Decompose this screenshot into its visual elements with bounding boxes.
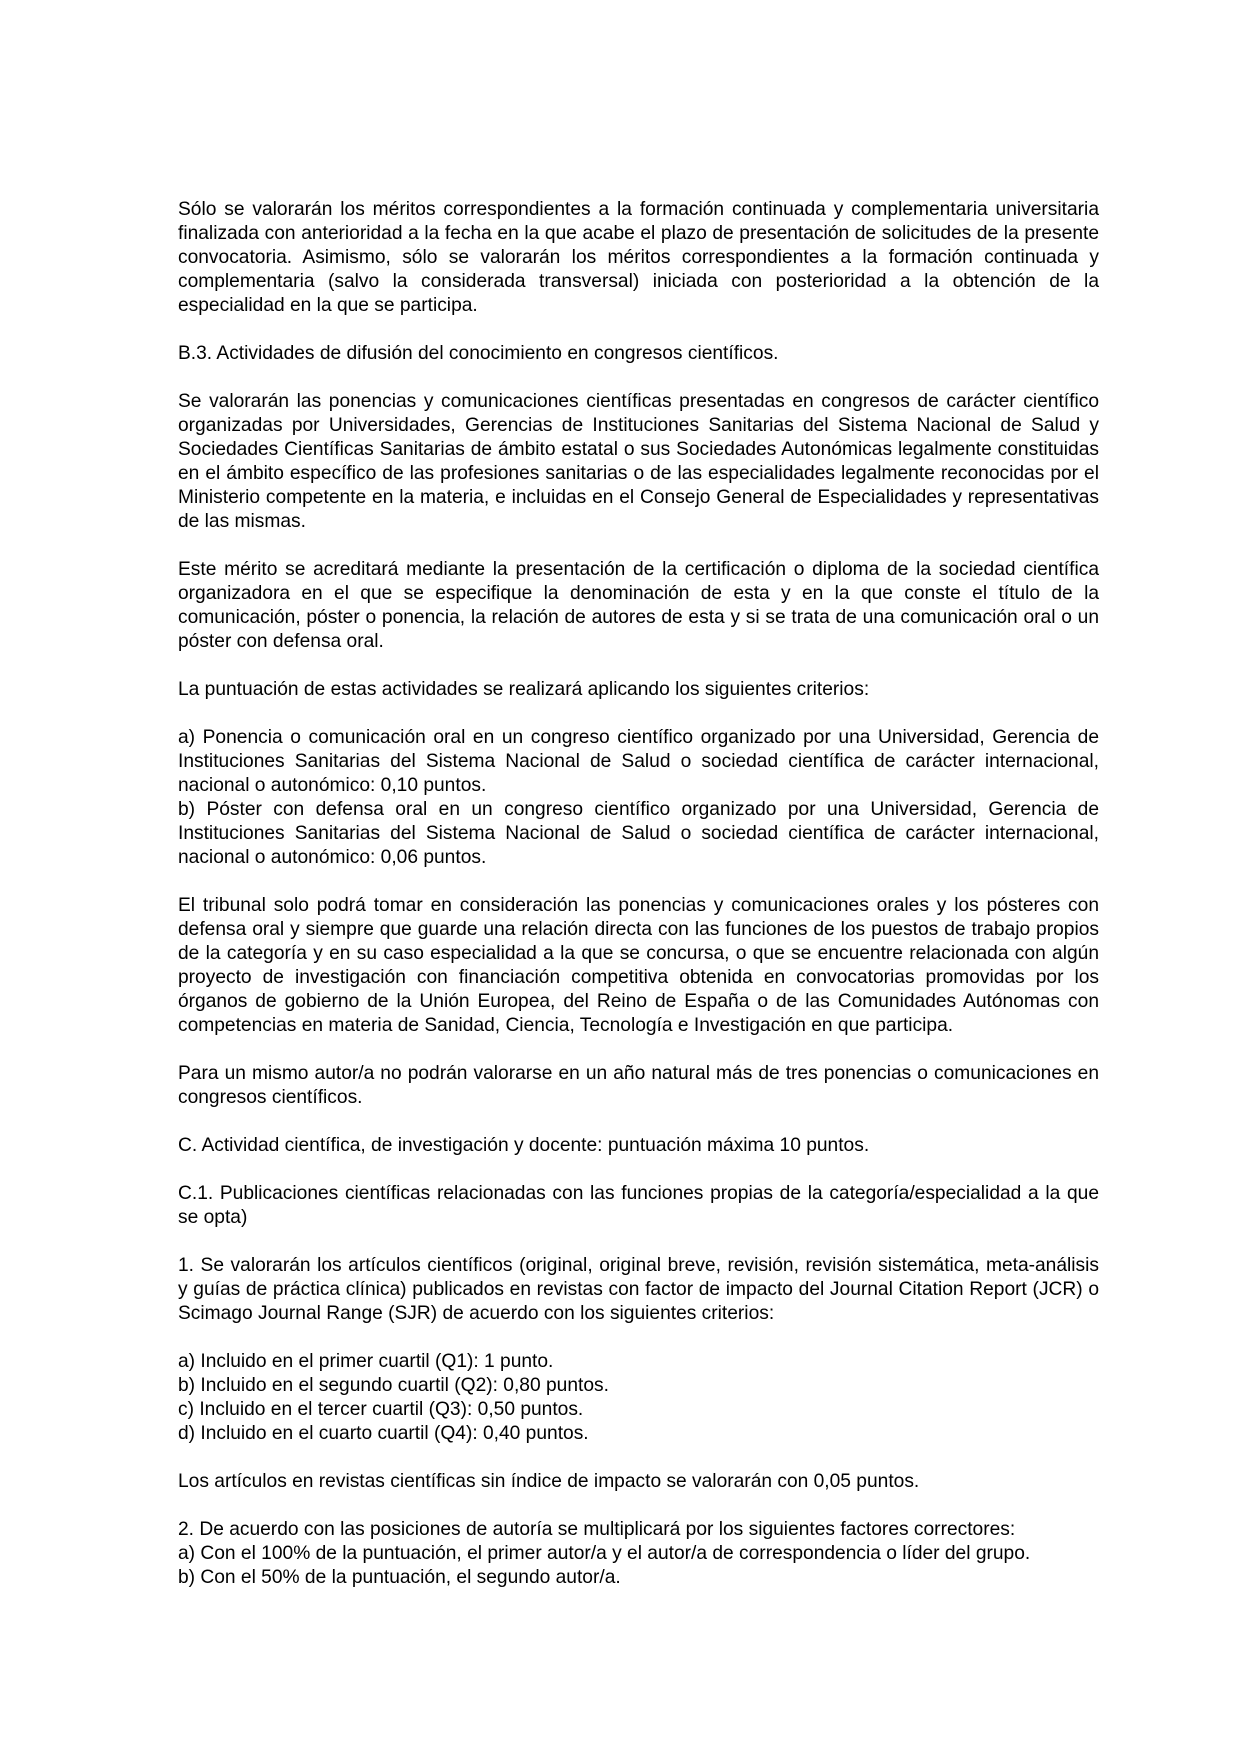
- paragraph-autoria: 2. De acuerdo con las posiciones de autoría se multiplicará por los siguientes factores correctores:: [178, 1519, 1016, 1540]
- section-heading-c: C. Actividad científica, de investigación y docente: puntuación máxima 10 puntos.: [178, 1135, 870, 1156]
- criteria-item-a: a) Ponencia o comunicación oral en un congreso científico organizado por una Universidad, Gerencia de Instituciones Sanitarias del Sistema Nacional de Salud o sociedad científica de carácter internacional, nacional o autonómico: 0,10 puntos.: [178, 727, 1099, 796]
- quartile-list: [178, 1350, 1099, 1446]
- quartile-item: d) Incluido en el cuarto cuartil (Q4): 0,40 puntos.: [178, 1423, 589, 1444]
- document-page: [178, 198, 1099, 1614]
- paragraph-articulos: 1. Se valorarán los artículos científicos (original, original breve, revisión, revisión sistemática, meta-análisis y guías de práctica clínica) publicados en revistas con factor de impacto del Journal Citation Report (JCR) o Scimago Journal Range (SJR) de acuerdo con los siguientes criterios:: [178, 1255, 1099, 1324]
- section-heading-b3: B.3. Actividades de difusión del conocimiento en congresos científicos.: [178, 343, 779, 364]
- authorship-item-b: b) Con el 50% de la puntuación, el segundo autor/a.: [178, 1567, 621, 1588]
- section-heading-c1: C.1. Publicaciones científicas relacionadas con las funciones propias de la categoría/especialidad a la que se opta): [178, 1183, 1099, 1228]
- quartile-item: a) Incluido en el primer cuartil (Q1): 1 punto.: [178, 1351, 554, 1372]
- paragraph-ponencias: Se valorarán las ponencias y comunicaciones científicas presentadas en congresos de carácter científico organizadas por Universidades, Gerencias de Instituciones Sanitarias del Sistema Nacional de Salud y Sociedades Científicas Sanitarias de ámbito estatal o sus Sociedades Autonómicas legalmente constituidas en el ámbito específico de las profesiones sanitarias o de las especialidades legalmente reconocidas por el Ministerio competente en la materia, e incluidas en el Consejo General de Especialidades y representativas de las mismas.: [178, 391, 1099, 532]
- paragraph-formacion-continuada: Sólo se valorarán los méritos correspondientes a la formación continuada y complementaria universitaria finalizada con anterioridad a la fecha en la que acabe el plazo de presentación de solicitudes de la presente convocatoria. Asimismo, sólo se valorarán los méritos correspondientes a la formación continuada y complementaria (salvo la considerada transversal) iniciada con posterioridad a la obtención de la especialidad en la que se participa.: [178, 199, 1099, 316]
- authorship-item-a: a) Con el 100% de la puntuación, el primer autor/a y el autor/a de correspondencia o líder del grupo.: [178, 1543, 1031, 1564]
- paragraph-acreditacion: Este mérito se acreditará mediante la presentación de la certificación o diploma de la sociedad científica organizadora en el que se especifique la denominación de esta y en la que conste el título de la comunicación, póster o ponencia, la relación de autores de esta y si se trata de una comunicación oral o un póster con defensa oral.: [178, 559, 1099, 652]
- paragraph-criterios-intro: La puntuación de estas actividades se realizará aplicando los siguientes criterios:: [178, 679, 870, 700]
- paragraph-sin-impacto: Los artículos en revistas científicas sin índice de impacto se valorarán con 0,05 puntos.: [178, 1471, 920, 1492]
- quartile-item: b) Incluido en el segundo cuartil (Q2): 0,80 puntos.: [178, 1375, 609, 1396]
- quartile-item: c) Incluido en el tercer cuartil (Q3): 0,50 puntos.: [178, 1399, 584, 1420]
- authorship-block: [178, 1518, 1099, 1590]
- paragraph-tribunal: El tribunal solo podrá tomar en consideración las ponencias y comunicaciones orales y los pósteres con defensa oral y siempre que guarde una relación directa con las funciones de los puestos de trabajo propios de la categoría y en su caso especialidad a la que se concursa, o que se encuentre relacionada con algún proyecto de investigación con financiación competitiva obtenida en convocatorias promovidas por los órganos de gobierno de la Unión Europea, del Reino de España o de las Comunidades Autónomas con competencias en materia de Sanidad, Ciencia, Tecnología e Investigación en que participa.: [178, 895, 1099, 1036]
- paragraph-limite-autor: Para un mismo autor/a no podrán valorarse en un año natural más de tres ponencias o comunicaciones en congresos científicos.: [178, 1063, 1099, 1108]
- criteria-item-b: b) Póster con defensa oral en un congreso científico organizado por una Universidad, Gerencia de Instituciones Sanitarias del Sistema Nacional de Salud o sociedad científica de carácter internacional, nacional o autonómico: 0,06 puntos.: [178, 799, 1099, 868]
- criteria-list: [178, 726, 1099, 870]
